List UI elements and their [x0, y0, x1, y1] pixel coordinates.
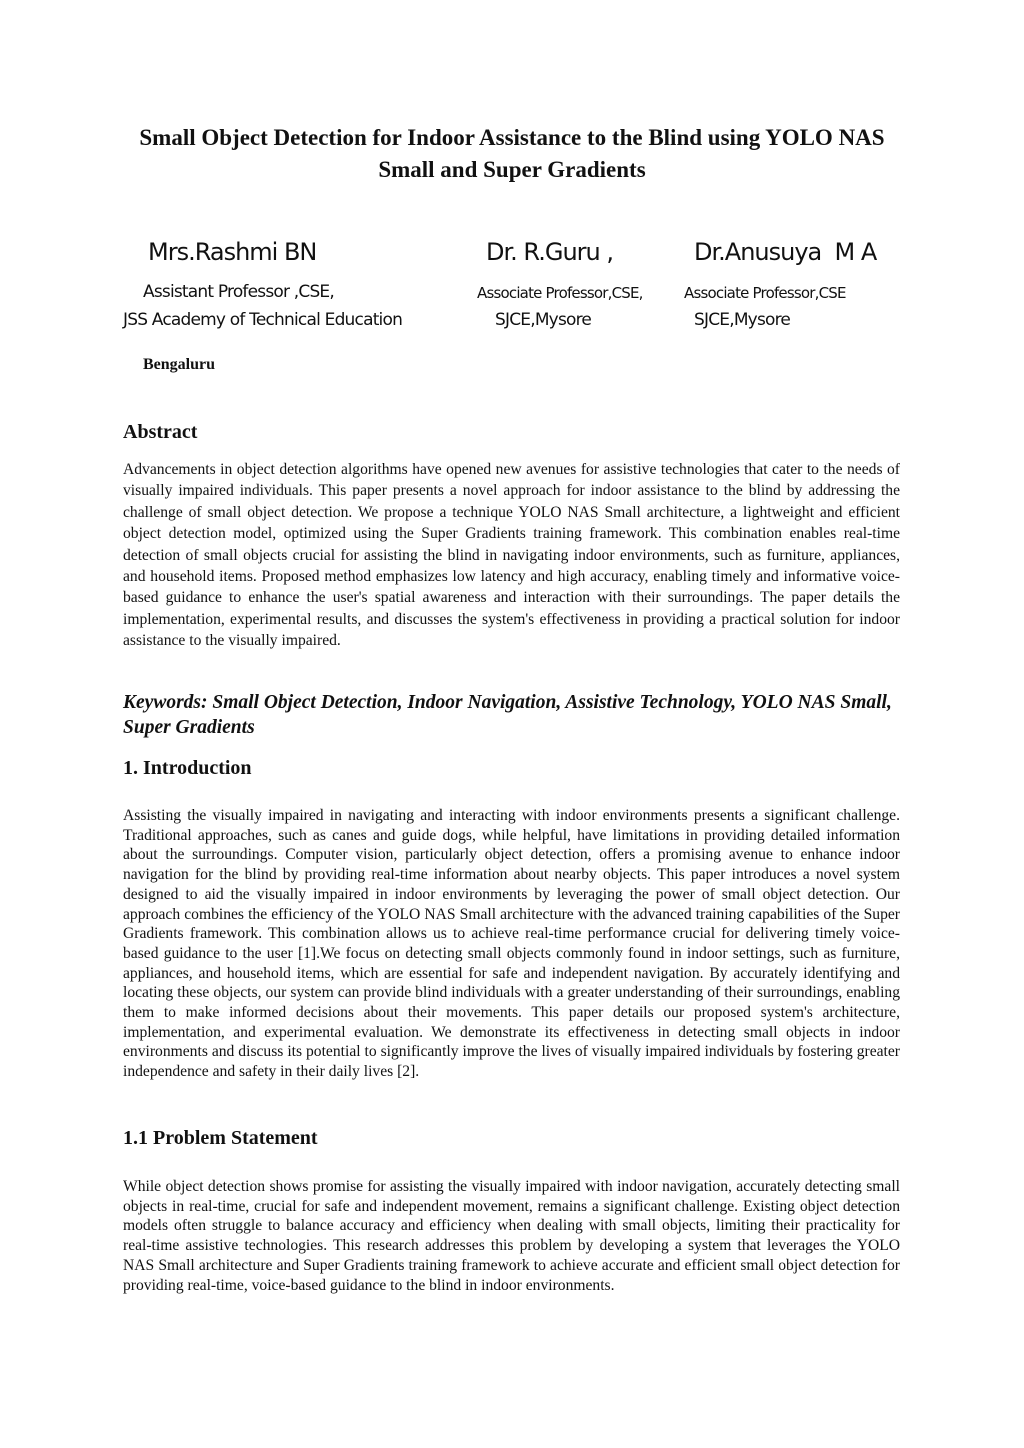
author-city: Bengaluru	[143, 356, 216, 373]
keywords: Keywords: Small Object Detection, Indoor Navigation, Assistive Technology, YOLO NAS Small, Super Gradients	[123, 692, 892, 738]
author-3-institution: SJCE,Mysore	[694, 310, 791, 330]
author-1-name: Mrs.Rashmi BN	[148, 238, 317, 266]
author-3-name: Dr.Anusuya M A	[694, 238, 877, 266]
problem-statement-text: While object detection shows promise for assisting the visually impaired with indoor navigation, accurately detecting small objects in real-time, crucial for safe and independent movement, remains a significant challenge. Existing object detection models often struggle to balance accuracy and efficiency when dealing with small objects, limiting their practicality for real-time assistive technologies. This research addresses this problem by developing a system that leverages the YOLO NAS Small architecture and Super Gradients training framework to achieve accurate and efficient small object detection for providing real-time, voice-based guidance to the blind in indoor environments.	[123, 1178, 900, 1294]
paper-title: Small Object Detection for Indoor Assistance to the Blind using YOLO NAS Small and Super Gradients	[139, 125, 885, 182]
author-2-role: Associate Professor,CSE,	[477, 284, 643, 302]
author-2-name: Dr. R.Guru ,	[486, 238, 613, 266]
author-2-institution: SJCE,Mysore	[495, 310, 592, 330]
author-1-institution: JSS Academy of Technical Education	[123, 310, 403, 330]
abstract-heading: Abstract	[123, 421, 198, 443]
introduction-heading: 1. Introduction	[123, 757, 252, 779]
abstract-text: Advancements in object detection algorithms have opened new avenues for assistive technologies that cater to the needs of visually impaired individuals. This paper presents a novel approach for indoor assistance to the blind by addressing the challenge of small object detection. We propose a technique YOLO NAS Small architecture, a lightweight and efficient object detection model, optimized using the Super Gradients training framework. This combination enables real-time detection of small objects crucial for assisting the blind in navigating indoor environments, such as furniture, appliances, and household items. Proposed method emphasizes low latency and high accuracy, enabling timely and informative voice-based guidance to enhance the user's spatial awareness and interaction with their surroundings. The paper details the implementation, experimental results, and discusses the system's effectiveness in providing a practical solution for indoor assistance to the visually impaired.	[123, 461, 900, 650]
introduction-text: Assisting the visually impaired in navigating and interacting with indoor environments presents a significant challenge. Traditional approaches, such as canes and guide dogs, while helpful, have limitations in providing detailed information about the surroundings. Computer vision, particularly object detection, offers a promising avenue to enhance indoor navigation for the blind by providing real-time information about nearby objects. This paper introduces a novel system designed to aid the visually impaired in indoor environments by leveraging the power of small object detection. Our approach combines the efficiency of the YOLO NAS Small architecture with the advanced training capabilities of the Super Gradients framework. This combination allows us to achieve real-time performance crucial for delivering timely voice-based guidance to the user [1].We focus on detecting small objects commonly found in indoor settings, such as furniture, appliances, and household items, which are essential for safe and independent navigation. By accurately identifying and locating these objects, our system can provide blind individuals with a greater understanding of their surroundings, enabling them to make informed decisions about their movements. This paper details our proposed system's architecture, implementation, and experimental evaluation. We demonstrate its effectiveness in detecting small objects in indoor environments and discuss its potential to significantly improve the lives of visually impaired individuals by fostering greater independence and safety in their daily lives [2].	[123, 807, 900, 1081]
author-1-role: Assistant Professor ,CSE,	[143, 282, 334, 302]
author-3-role: Associate Professor,CSE	[684, 284, 846, 302]
problem-statement-heading: 1.1 Problem Statement	[123, 1127, 318, 1149]
